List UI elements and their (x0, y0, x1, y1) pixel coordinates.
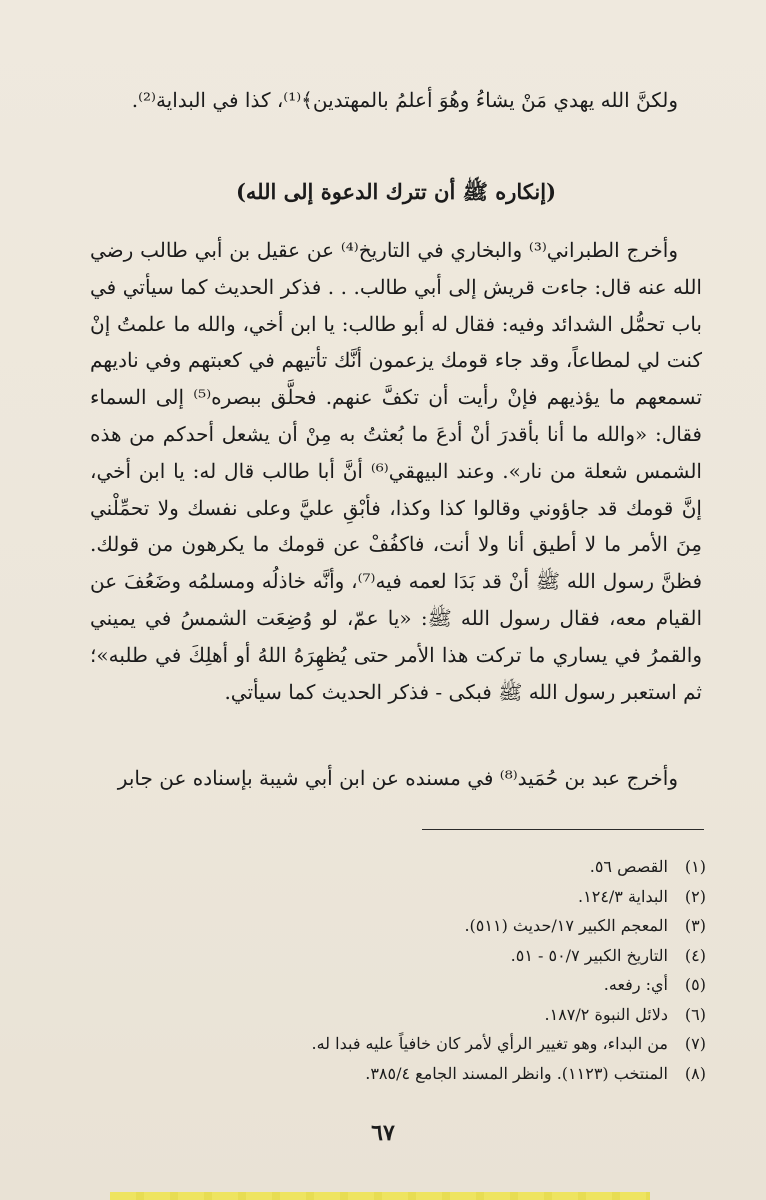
footnote-item (200, 1000, 706, 1030)
footnote-text: المنتخب (١١٢٣). وانظر المسند الجامع ٣٨٥/٤. (365, 1063, 668, 1083)
footnote-number: (٨) (684, 1063, 706, 1083)
scan-edge-strip (110, 1192, 650, 1200)
opening-line (90, 80, 702, 120)
footnote-number: (٦) (684, 1004, 706, 1024)
footnote-separator (422, 829, 704, 830)
footnote-item (200, 941, 706, 971)
footnote-number: (٣) (684, 916, 706, 935)
footnote-number: (٢) (684, 886, 706, 906)
section-heading: (إنكاره ﷺ أن تترك الدعوة إلى الله) (235, 179, 557, 204)
footnote-text: المعجم الكبير ١٧/حديث (٥١١). (464, 916, 668, 935)
footnote-text: التاريخ الكبير ٥٠/٧ - ٥١. (510, 945, 668, 965)
footnote-text: دلائل النبوة ١٨٧/٢. (544, 1004, 668, 1024)
footnote-item (200, 970, 706, 1000)
paragraph-2-text: وأخرج عبد بن حُمَيد⁽⁸⁾ في مسنده عن ابن أبي شيبة بإسناده عن جابر (117, 766, 678, 790)
opening-text: ولكنَّ الله يهدي مَنْ يشاءُ وهُوَ أعلمُ بالمهتدين﴾⁽¹⁾، كذا في البداية⁽²⁾. (131, 88, 678, 112)
footnote-text: أي: رفعه. (603, 975, 668, 994)
footnote-number: (٥) (684, 975, 706, 994)
footnote-number: (٧) (684, 1034, 706, 1053)
footnote-text: من البداء، وهو تغيير الرأي لأمر كان خافياً عليه فبدا له. (311, 1034, 668, 1053)
paragraph-1-text: وأخرج الطبراني⁽³⁾ والبخاري في التاريخ⁽⁴⁾ عن عقيل بن أبي طالب رضي الله عنه قال: جاءت قريش إلى أبي طالب. . . فذكر الحديث كما سيأتي في باب تحمُّل الشدائد وفيه: فقال له أبو طالب: يا ابن أخي، والله ما علمتُ إنْ كنت لي لمطاعاً، وقد جاء قومك يزعمون أنَّك تأتيهم في كعبتهم وفي ناديهم تسمعهم ما يؤذيهم فإنْ رأيت أن تكفَّ عنهم. فحلَّق ببصره⁽⁵⁾ إلى السماء فقال: «والله ما أنا بأقدرَ أنْ أدعَ ما بُعثتُ به مِنْ أن يشعل أحدكم من هذه الشمس شعلة من نار». وعند البيهقي⁽⁶⁾ أنَّ أبا طالب قال له: يا ابن أخي، إنَّ قومك قد جاؤوني وقالوا كذا وكذا، فأبْقِ عليَّ وعلى نفسك ولا تحمِّلْني مِنَ الأمر ما لا أطيق أنا ولا أنت، فاكفُفْ عن قومك ما يكرهون من قولك. فظنَّ رسول الله ﷺ أنْ قد بَدَا لعمه فيه⁽⁷⁾، وأنَّه خاذلُه ومسلمُه وضَعُفَ عن القيام معه، فقال رسول الله ﷺ: «يا عمّ، لو وُضِعَت الشمسُ في يميني والقمرُ في يساري ما تركت هذا الأمر حتى يُظهِرَهُ اللهُ أو أهلِكَ في طلبه»؛ ثم استعبر رسول الله ﷺ فبكى - فذكر الحديث كما سيأتي. (90, 238, 703, 704)
footnote-text: القصص ٥٦. (589, 857, 668, 876)
footnotes-list (200, 852, 706, 1088)
footnote-text: البداية ١٢٤/٣. (578, 886, 668, 906)
page-number: ٦٧ (371, 1120, 395, 1146)
footnote-number: (٤) (684, 945, 706, 965)
footnote-item (200, 1059, 706, 1089)
footnote-number: (١) (684, 857, 706, 876)
footnote-item (200, 911, 706, 941)
main-paragraph (90, 232, 702, 710)
footnote-item (200, 852, 706, 882)
footnote-item (200, 1029, 706, 1059)
footnote-item (200, 882, 706, 912)
second-paragraph (90, 760, 702, 797)
